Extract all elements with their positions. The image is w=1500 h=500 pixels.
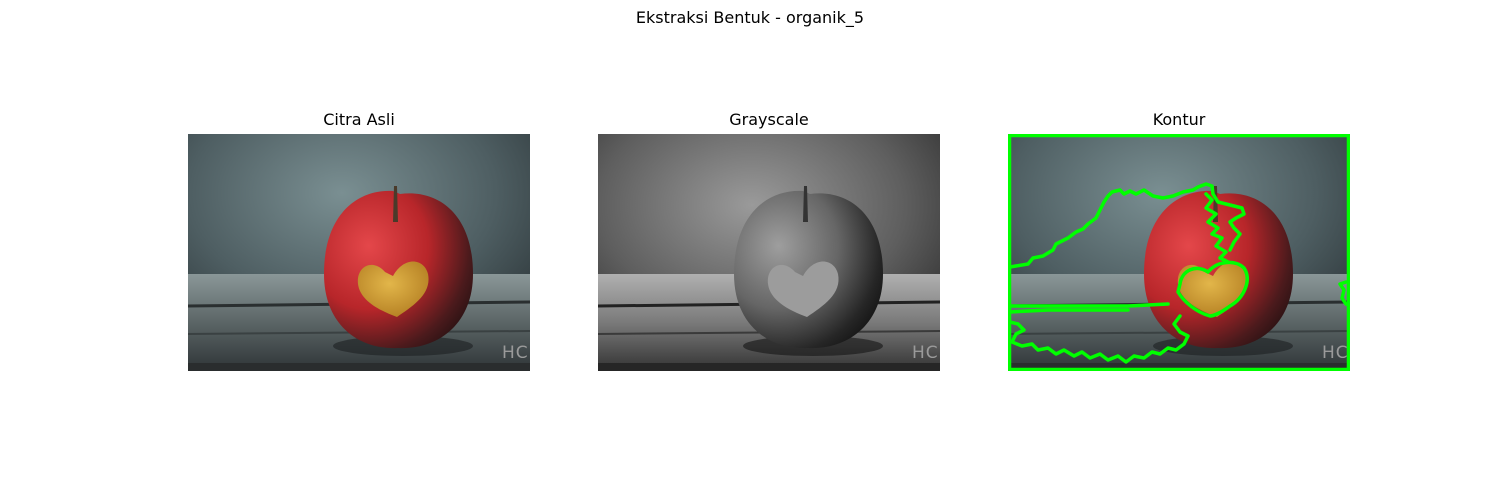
- panel-title-contour: Kontur: [1152, 110, 1206, 129]
- watermark-text: HC: [502, 343, 529, 363]
- panel-grayscale-image: [598, 134, 940, 371]
- figure-title: Ekstraksi Bentuk - organik_5: [635, 8, 865, 27]
- contour-apple-image: [1008, 134, 1350, 371]
- watermark-text: HC: [1322, 343, 1349, 363]
- panel-original-image: [188, 134, 530, 371]
- original-apple-image: [188, 134, 530, 371]
- grayscale-apple-image: [598, 134, 940, 371]
- panel-contour-image: [1008, 134, 1350, 371]
- panel-title-original: Citra Asli: [323, 110, 395, 129]
- panel-title-grayscale: Grayscale: [729, 110, 809, 129]
- watermark-text: HC: [912, 343, 939, 363]
